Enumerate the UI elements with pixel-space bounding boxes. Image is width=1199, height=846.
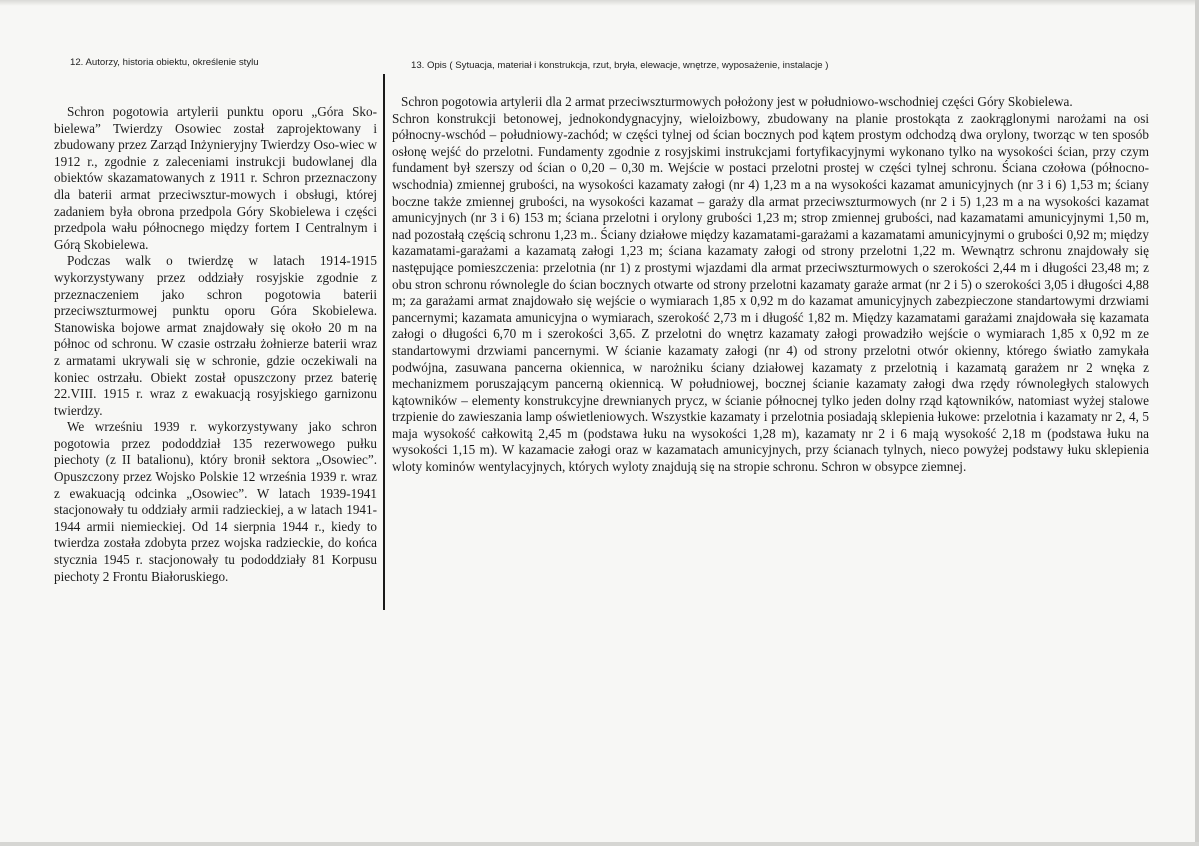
scan-edge-right — [1195, 0, 1199, 846]
history-column — [54, 104, 377, 585]
scan-edge-bottom — [0, 842, 1199, 846]
description-column — [392, 94, 1149, 476]
history-paragraph-1939: We wrześniu 1939 r. wykorzystywany jako schron pogotowia przez pododdział 135 rezerwowego pułku piechoty (z II batalionu), który bronił sektora „Osowiec”. Opuszczony przez Wojsko Polskie 12 września 1939 r. wraz z ewakuacją odcinka „Osowiec”. W latach 1939-1941 stacjonowały tu oddziały armii radzieckiej, a w latach 1941-1944 armii niemieckiej. Od 14 sierpnia 1944 r., kiedy to twierdza została zdobyta przez wojska radzieckie, do końca stycznia 1945 r. stacjonowały tu pododdziały 81 Korpusu piechoty 2 Frontu Białoruskiego. — [54, 419, 377, 584]
section-13-heading: 13. Opis ( Sytuacja, materiał i konstrukcja, rzut, bryła, elewacje, wnętrze, wyposażenie, instalacje ) — [411, 60, 829, 71]
column-divider — [383, 74, 385, 610]
scan-edge-top — [0, 0, 1199, 6]
description-paragraph-construction: Schron konstrukcji betonowej, jednokondygnacyjny, wieloizbowy, zbudowany na planie prostokąta z zaokrąglonymi narożami na osi północny-wschód – południowy-zachód; w części tylnej od ścian bocznych pod kątem prostym odchodzą dwa orylony, tworząc w ten sposób osłonę wejść do przelotni. Fundamenty zgodnie z rosyjskimi instrukcjami fortyfikacyjnymi wykonano tylko na wysokości ścian, przy czym fundament był szerszy od ścian o 0,20 – 0,30 m. Wejście w postaci przelotni prostej w części tylnej schronu. Ściana czołowa (północno-wschodnia) zmiennej grubości, na wysokości kazamaty załogi (nr 4) 1,23 m a na wysokości kazamat amunicyjnych (nr 3 i 6) 1,53 m; ściany boczne także zmiennej grubości, na wysokości kazamat – garaży dla armat przeciwszturmowych (nr 2 i 5) 1,23 m a na wysokości kazamat amunicyjnych (nr 3 i 6) 153 m; ściana przelotni i orylony grubości 1,23 m; strop zmiennej grubości, nad kazamatami amunicyjnymi 1,50 m, nad pozostałą częścią schronu 1,23 m.. Ściany działowe między kazamatami-garażami a kazamatami amunicyjnymi o grubości 0,92 m; między kazamatami-garażami a kazamatą załogi 1,23 m; ściana kazamaty załogi od strony przelotni 1,22 m. Wewnątrz schronu znajdowały się następujące pomieszczenia: przelotnia (nr 1) z prostymi wjazdami dla armat przeciwszturmowych o szerokości 2,44 m i długości 23,48 m; z obu stron schronu równolegle do ścian bocznych otwarte od strony przelotni kazamaty garaże armat (nr 2 i 5) o szerokości 3,05 i długości 4,88 m; za garażami armat znajdowało się wejście o wymiarach 1,85 x 0,92 m do kazamat amunicyjnych zabezpieczone standartowymi drzwiami pancernymi; kazamata amunicyjna o wymiarach, szerokość 2,73 m i długość 1,82 m. Między kazamatami garażami znajdowała się kazamata załogi o długości 6,70 m i szerokości 3,65. Z przelotni do wnętrz kazamaty załogi prowadziło wejście o wymiarach 1,85 x 0,92 m ze standartowymi drzwiami pancernymi. W ścianie kazamaty załogi (nr 4) od strony przelotni otwór okienny, którego światło zamykała podwójna, zasuwana pancerna okiennica, w narożniku ściany działowej kazamaty z przelotnią i kazamatą garażem nr 2 wnęka z mechanizmem poruszającym pancerną okiennicą. W południowej, bocznej ścianie kazamaty załogi dwa rzędy równoległych stalowych kątowników – elementy konstrukcyjne drewnianych prycz, w ścianie północnej tylko jeden dolny rząd kątowników, natomiast wyżej stalowe trzpienie do zawieszania lamp oświetleniowych. Wszystkie kazamaty i przelotnia posiadają sklepienia łukowe: przelotnia i kazamaty nr 2, 4, 5 maja wysokość całkowitą 2,45 m (podstawa łuku na wysokości 1,28 m), kazamaty nr 2 i 6 mają wysokość 2,18 m (podstawa łuku na wysokości 1,15 m). W kazamacie załogi oraz w kazamatach amunicyjnych, przy ścianach tylnych, nieco powyżej podstawy łuku sklepienia wloty kominów wentylacyjnych, których wyloty znajdują się na stropie schronu. Schron w obsypce ziemnej. — [392, 110, 1149, 475]
section-12-heading: 12. Autorzy, historia obiektu, określenie stylu — [70, 57, 259, 68]
description-paragraph-location: Schron pogotowia artylerii dla 2 armat przeciwszturmowych położony jest w południowo-wschodniej części Góry Skobielewa. — [401, 94, 1073, 109]
history-paragraph-1914: Podczas walk o twierdzę w latach 1914-1915 wykorzystywany przez oddziały rosyjskie zgodnie z przeznaczeniem jako schron pogotowia baterii przeciwszturmowej punktu oporu Góra Skobielewa. Stanowiska bojowe armat znajdowały się około 20 m na północ od schronu. W czasie ostrzału żołnierze baterii wraz z armatami ukrywali się w schronie, gdzie oczekiwali na koniec ostrzału. Obiekt został opuszczony przez baterię 22.VIII. 1915 r. wraz z ewakuacją rosyjskiego garnizonu twierdzy. — [54, 253, 377, 418]
history-paragraph-1912: Schron pogotowia artylerii punktu oporu „Góra Sko-bielewa” Twierdzy Osowiec został zaprojektowany i zbudowany przez Zarząd Inżynieryjny Twierdzy Oso-wiec w 1912 r., zgodnie z zaleceniami instrukcji budowlanej dla obiektów skazamatowanych z 1911 r. Schron przeznaczony dla baterii armat przeciwsztur-mowych i obsługi, której zadaniem była obrona przedpola Góry Skobielewa i części przedpola wału północnego między fortem I Centralnym i Górą Skobielewa. — [54, 104, 377, 252]
